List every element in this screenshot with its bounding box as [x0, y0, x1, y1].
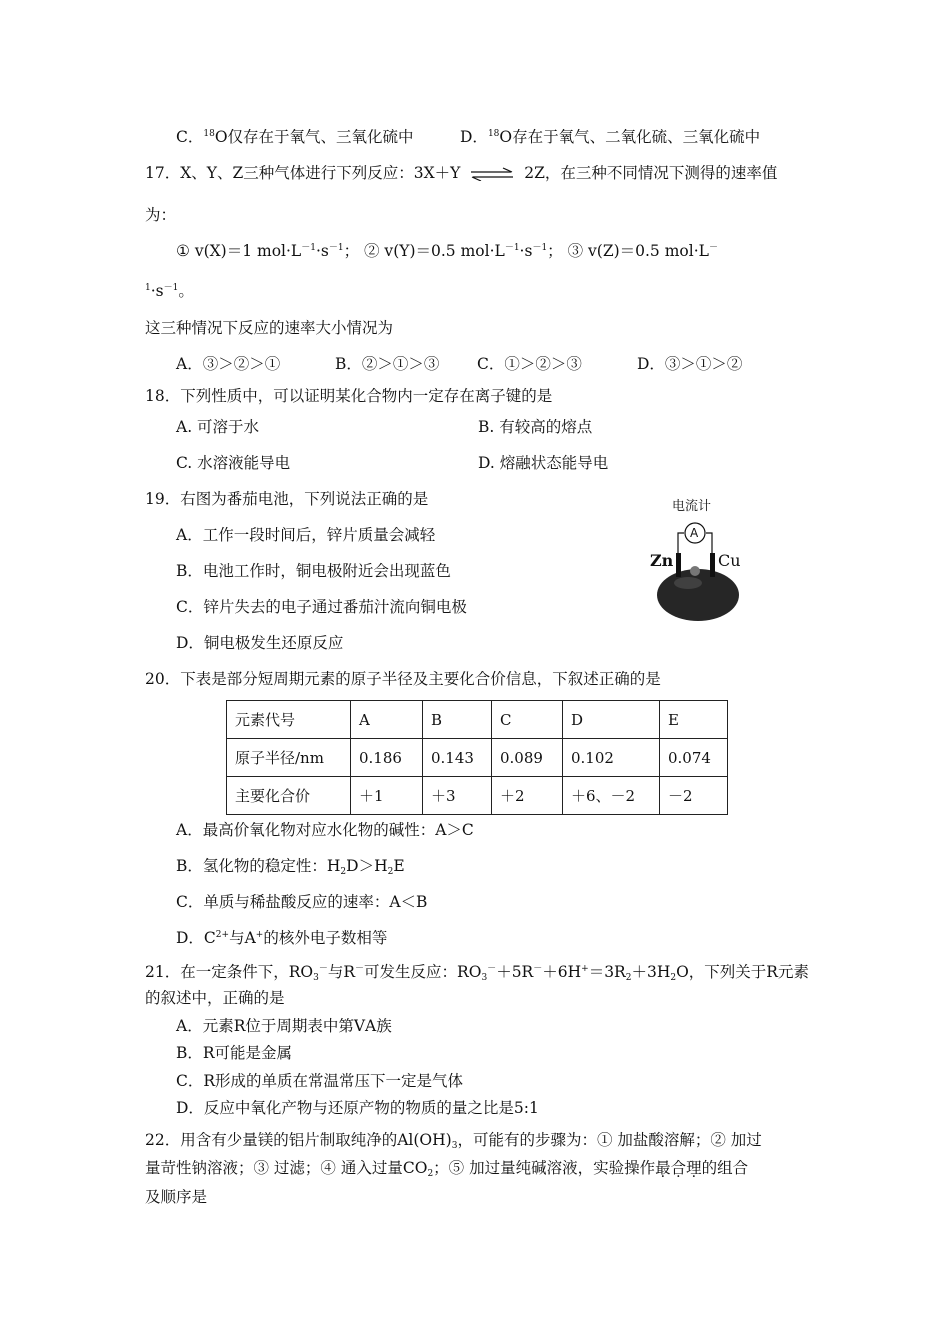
ammeter-symbol: A — [690, 526, 699, 540]
cu-electrode-label: Cu — [718, 551, 741, 570]
table-cell: ＋1 — [351, 777, 423, 815]
q18-option-c: C. 水溶液能导电 — [176, 454, 291, 472]
equilibrium-arrows-icon — [469, 167, 515, 181]
table-cell: 0.102 — [563, 739, 660, 777]
table-row — [227, 777, 728, 815]
q21-option-a: A．元素R位于周期表中第ⅤA族 — [176, 1017, 392, 1035]
q19-stem: 19．右图为番茄电池，下列说法正确的是 — [145, 490, 429, 508]
table-cell: C — [492, 701, 563, 739]
q22-stem-line2: 量苛性钠溶液；③ 过滤；④ 通入过量$CO_2$；⑤ 加过量纯碱溶液，实验操作最合理的组合 — [145, 1159, 749, 1179]
zn-electrode-label: Zn — [650, 551, 674, 570]
table-cell: －2 — [660, 777, 728, 815]
q19-option-d: D．铜电极发生还原反应 — [176, 634, 344, 652]
table-cell: ＋2 — [492, 777, 563, 815]
q20-stem: 20．下表是部分短周期元素的原子半径及主要化合价信息，下叙述正确的是 — [145, 670, 661, 688]
table-cell: 主要化合价 — [227, 777, 351, 815]
q20-option-a: A．最高价氧化物对应水化物的碱性：A＞C — [176, 821, 474, 839]
q17-question: 这三种情况下反应的速率大小情况为 — [145, 319, 394, 337]
q18-option-d: D. 熔融状态能导电 — [478, 454, 609, 472]
q21-option-d: D．反应中氧化产物与还原产物的物质的量之比是5:1 — [176, 1099, 539, 1117]
table-cell: 元素代号 — [227, 701, 351, 739]
q17-option-d: D．③＞①＞② — [637, 355, 743, 373]
table-cell: 0.074 — [660, 739, 728, 777]
table-cell: 0.089 — [492, 739, 563, 777]
q16-option-d: D．$^{18}$O存在于氧气、二氧化硫、三氧化硫中 — [460, 128, 761, 146]
q18-option-b: B. 有较高的熔点 — [478, 418, 593, 436]
ammeter-label: 电流计 — [672, 499, 712, 514]
table-cell: 原子半径/nm — [227, 739, 351, 777]
table-cell: B — [423, 701, 492, 739]
q18-stem: 18．下列性质中，可以证明某化合物内一定存在离子键的是 — [145, 387, 553, 405]
table-cell: E — [660, 701, 728, 739]
table-row — [227, 739, 728, 777]
q16-option-c: C．$^{18}$O仅存在于氧气、三氧化硫中 — [176, 128, 414, 146]
q21-option-b: B．R可能是金属 — [176, 1044, 293, 1062]
table-cell: D — [563, 701, 660, 739]
tomato-battery-figure — [640, 495, 760, 625]
q22-stem-line1: 22．用含有少量镁的铝片制取纯净的$Al(OH)_3$，可能有的步骤为：① 加盐酸溶解；② 加过 — [145, 1131, 762, 1151]
q17-option-b: B．②＞①＞③ — [335, 355, 440, 373]
table-cell: A — [351, 701, 423, 739]
q17-stem: 17．X、Y、Z三种气体进行下列反应：3X＋Y 2Z，在三种不同情况下测得的速率值 — [145, 164, 778, 182]
q22-stem-line3: 及顺序是 — [145, 1188, 208, 1206]
q20-option-d: D．$C^{2+}$与A+的核外电子数相等 — [176, 929, 388, 947]
q17-rates: ① v(X)＝1 $mol\cdot L^{-1}\cdot s^{-1}$； ② v(Y)＝0.5 $mol\cdot L^{-1}\cdot s^{-1}$； ③ v(Z)＝0.5 mol·L－ — [176, 242, 718, 260]
q21-stem-cont: 的叙述中，正确的是 — [145, 989, 285, 1007]
table-row — [227, 701, 728, 739]
q20-option-b: B．氢化物的稳定性：$H_2D>H_2E$ — [176, 857, 405, 877]
q19-option-c: C．锌片失去的电子通过番茄汁流向铜电极 — [176, 598, 467, 616]
q20-option-c: C．单质与稀盐酸反应的速率：A＜B — [176, 893, 428, 911]
q19-option-a: A．工作一段时间后，锌片质量会减轻 — [176, 526, 436, 544]
q18-option-a: A. 可溶于水 — [176, 418, 260, 436]
q21-stem: 21．在一定条件下，$RO_3^-$与R－可发生反应：$RO_3^-+5R^-+6H^+=3R_2+3H_2O$，下列关于R元素 — [145, 963, 809, 983]
q17-stem-cont: 为： — [145, 206, 177, 224]
table-cell: ＋6、－2 — [563, 777, 660, 815]
q17-rates-cont: $^1\cdot s^{-1}$。 — [145, 282, 194, 300]
element-table — [226, 700, 728, 815]
q17-option-a: A．③＞②＞① — [176, 355, 281, 373]
table-cell: 0.186 — [351, 739, 423, 777]
q21-option-c: C．R形成的单质在常温常压下一定是气体 — [176, 1072, 464, 1090]
table-cell: ＋3 — [423, 777, 492, 815]
q19-option-b: B．电池工作时，铜电极附近会出现蓝色 — [176, 562, 451, 580]
q17-option-c: C．①＞②＞③ — [477, 355, 582, 373]
table-cell: 0.143 — [423, 739, 492, 777]
